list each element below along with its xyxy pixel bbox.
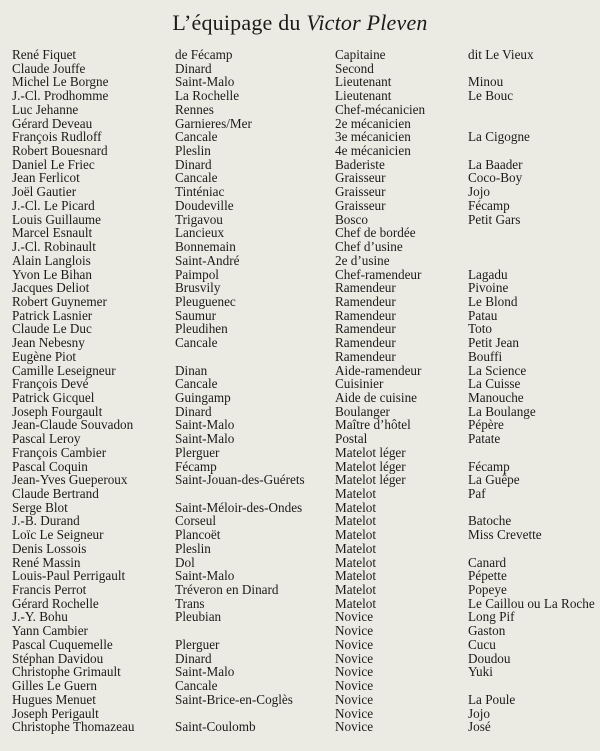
crew-name: Loïc Le Seigneur: [12, 527, 104, 543]
crew-name: Patrick Lasnier: [12, 307, 93, 323]
crew-hometown: Dinard: [175, 60, 212, 76]
crew-name: Eugène Piot: [12, 348, 77, 364]
crew-name: Daniel Le Friec: [12, 156, 95, 172]
crew-hometown: Cancale: [175, 129, 218, 145]
crew-role: Graisseur: [335, 184, 386, 200]
crew-row: [0, 391, 600, 405]
crew-role: Maître d’hôtel: [335, 417, 411, 433]
crew-role: Chef de bordée: [335, 225, 416, 241]
crew-row: [0, 130, 600, 144]
crew-nickname: Coco-Boy: [468, 170, 523, 186]
crew-hometown: Cancale: [175, 170, 218, 186]
crew-role: Chef-mécanicien: [335, 101, 426, 117]
crew-hometown: Pleuguenec: [175, 293, 236, 309]
crew-role: Matelot: [335, 568, 377, 584]
crew-name: Gérard Rochelle: [12, 595, 99, 611]
crew-role: Cuisinier: [335, 376, 384, 392]
crew-role: Matelot: [335, 513, 377, 529]
crew-hometown: Guingamp: [175, 389, 231, 405]
crew-hometown: Plerguer: [175, 636, 220, 652]
crew-hometown: Tinténiac: [175, 184, 225, 200]
crew-nickname: Fécamp: [468, 197, 510, 213]
crew-hometown: Saumur: [175, 307, 217, 323]
crew-name: Jean Ferlicot: [12, 170, 80, 186]
crew-nickname: La Cuisse: [468, 376, 521, 392]
crew-role: Ramendeur: [335, 348, 396, 364]
crew-hometown: Saint-Jouan-des-Guérets: [175, 472, 305, 488]
crew-role: Novice: [335, 609, 374, 625]
crew-name: Michel Le Borgne: [12, 74, 109, 90]
crew-row: [0, 487, 600, 501]
crew-role: Baderiste: [335, 156, 385, 172]
crew-hometown: La Rochelle: [175, 88, 240, 104]
crew-row: [0, 240, 600, 254]
crew-hometown: Saint-Malo: [175, 664, 235, 680]
crew-row: [0, 103, 600, 117]
crew-nickname: Pépère: [468, 417, 504, 433]
crew-name: J.-Cl. Le Picard: [12, 197, 95, 213]
crew-nickname: José: [468, 719, 491, 735]
crew-row: [0, 171, 600, 185]
crew-row: [0, 336, 600, 350]
crew-row: [0, 268, 600, 282]
crew-nickname: Pivoine: [468, 280, 509, 296]
crew-row: [0, 213, 600, 227]
crew-name: Francis Perrot: [12, 582, 87, 598]
crew-role: Novice: [335, 691, 374, 707]
crew-name: J.-B. Durand: [12, 513, 80, 529]
crew-nickname: Manouche: [468, 389, 524, 405]
crew-nickname: Yuki: [468, 664, 493, 680]
crew-hometown: Lancieux: [175, 225, 225, 241]
crew-row: [0, 679, 600, 693]
crew-row: [0, 514, 600, 528]
crew-role: Matelot léger: [335, 444, 406, 460]
crew-name: Pascal Coquin: [12, 458, 88, 474]
crew-nickname: Cucu: [468, 636, 496, 652]
crew-row: [0, 295, 600, 309]
crew-role: Ramendeur: [335, 280, 396, 296]
crew-name: Robert Bouesnard: [12, 143, 108, 159]
crew-nickname: Petit Gars: [468, 211, 521, 227]
crew-role: 4e mécanicien: [335, 143, 411, 159]
crew-hometown: Dinan: [175, 362, 208, 378]
crew-hometown: Paimpol: [175, 266, 219, 282]
crew-row: [0, 501, 600, 515]
crew-row: [0, 405, 600, 419]
ship-name: Victor Pleven: [306, 10, 428, 35]
crew-name: Alain Langlois: [12, 252, 91, 268]
crew-row: [0, 652, 600, 666]
crew-role: Boulanger: [335, 403, 390, 419]
crew-role: Novice: [335, 719, 374, 735]
crew-name: Denis Lossois: [12, 540, 87, 556]
crew-nickname: dit Le Vieux: [468, 47, 534, 62]
crew-row: [0, 144, 600, 158]
crew-hometown: Pleubian: [175, 609, 222, 625]
crew-row: [0, 62, 600, 76]
crew-name: René Fiquet: [12, 47, 77, 62]
crew-row: [0, 364, 600, 378]
crew-name: Gilles Le Guern: [12, 678, 97, 694]
crew-name: René Massin: [12, 554, 81, 570]
crew-row: [0, 89, 600, 103]
crew-role: Aide de cuisine: [335, 389, 418, 405]
crew-nickname: Bouffi: [468, 348, 503, 364]
crew-hometown: Saint-André: [175, 252, 240, 268]
crew-nickname: Le Blond: [468, 293, 518, 309]
crew-nickname: Fécamp: [468, 458, 510, 474]
crew-role: 3e mécanicien: [335, 129, 411, 145]
crew-name: Joseph Perigault: [12, 705, 99, 721]
crew-role: Matelot: [335, 554, 377, 570]
crew-nickname: Pépette: [468, 568, 507, 584]
crew-role: Lieutenant: [335, 88, 392, 104]
crew-hometown: Trigavou: [175, 211, 223, 227]
crew-role: Aide-ramendeur: [335, 362, 422, 378]
crew-row: [0, 460, 600, 474]
crew-role: 2e d’usine: [335, 252, 390, 268]
crew-nickname: Doudou: [468, 650, 511, 666]
crew-role: Novice: [335, 664, 374, 680]
crew-name: Yvon Le Bihan: [12, 266, 92, 282]
crew-name: J.-Cl. Prodhomme: [12, 88, 109, 104]
crew-nickname: La Poule: [468, 691, 516, 707]
crew-role: Ramendeur: [335, 307, 396, 323]
crew-row: [0, 199, 600, 213]
crew-role: Matelot: [335, 499, 377, 515]
crew-nickname: Le Caillou ou La Roche: [468, 595, 595, 611]
crew-name: Robert Guynemer: [12, 293, 107, 309]
crew-hometown: Pleslin: [175, 540, 211, 556]
crew-nickname: Gaston: [468, 623, 506, 639]
crew-hometown: de Fécamp: [175, 47, 233, 62]
crew-row: [0, 432, 600, 446]
crew-name: Hugues Menuet: [12, 691, 96, 707]
crew-name: Pascal Cuquemelle: [12, 636, 113, 652]
crew-row: [0, 610, 600, 624]
crew-row: [0, 350, 600, 364]
crew-nickname: La Boulange: [468, 403, 536, 419]
crew-nickname: La Science: [468, 362, 527, 378]
crew-row: [0, 542, 600, 556]
crew-nickname: Popeye: [468, 582, 507, 598]
crew-role: Ramendeur: [335, 321, 396, 337]
crew-name: Joël Gautier: [12, 184, 77, 200]
crew-row: [0, 446, 600, 460]
crew-row: [0, 418, 600, 432]
crew-row: [0, 377, 600, 391]
crew-hometown: Cancale: [175, 376, 218, 392]
crew-role: Matelot: [335, 527, 377, 543]
crew-hometown: Saint-Malo: [175, 417, 235, 433]
crew-row: [0, 707, 600, 721]
crew-name: Pascal Leroy: [12, 431, 81, 447]
crew-row: [0, 693, 600, 707]
crew-nickname: Minou: [468, 74, 504, 90]
crew-role: Graisseur: [335, 197, 386, 213]
crew-hometown: Saint-Malo: [175, 431, 235, 447]
crew-name: Stéphan Davidou: [12, 650, 104, 666]
crew-role: Capitaine: [335, 47, 386, 62]
crew-hometown: Doudeville: [175, 197, 234, 213]
crew-row: [0, 665, 600, 679]
crew-hometown: Saint-Malo: [175, 568, 235, 584]
crew-name: Serge Blot: [12, 499, 68, 515]
crew-name: Christophe Thomazeau: [12, 719, 135, 735]
crew-role: Novice: [335, 650, 374, 666]
crew-role: Novice: [335, 636, 374, 652]
crew-role: Novice: [335, 623, 374, 639]
crew-name: J.-Cl. Robinault: [12, 239, 96, 255]
crew-role: Matelot: [335, 540, 377, 556]
crew-list: [0, 48, 600, 734]
crew-hometown: Corseul: [175, 513, 217, 529]
crew-role: Ramendeur: [335, 293, 396, 309]
crew-hometown: Brusvily: [175, 280, 221, 296]
crew-role: Chef d’usine: [335, 239, 403, 255]
crew-row: [0, 473, 600, 487]
crew-hometown: Bonnemain: [175, 239, 236, 255]
crew-hometown: Saint-Méloir-des-Ondes: [175, 499, 303, 515]
crew-role: 2e mécanicien: [335, 115, 411, 131]
crew-hometown: Plancoët: [175, 527, 221, 543]
crew-role: Postal: [335, 431, 368, 447]
crew-hometown: Pleudihen: [175, 321, 228, 337]
crew-hometown: Saint-Coulomb: [175, 719, 256, 735]
crew-nickname: Canard: [468, 554, 507, 570]
crew-row: [0, 624, 600, 638]
crew-row: [0, 75, 600, 89]
crew-nickname: Patau: [468, 307, 498, 323]
crew-hometown: Dinard: [175, 650, 212, 666]
crew-row: [0, 117, 600, 131]
crew-hometown: Saint-Brice-en-Coglès: [175, 691, 293, 707]
crew-name: Jean-Yves Gueperoux: [12, 472, 128, 488]
crew-name: Claude Jouffe: [12, 60, 86, 76]
crew-nickname: La Baader: [468, 156, 523, 172]
crew-name: Camille Leseigneur: [12, 362, 116, 378]
crew-nickname: Toto: [468, 321, 492, 337]
crew-nickname: Patate: [468, 431, 501, 447]
crew-name: Jean-Claude Souvadon: [12, 417, 134, 433]
crew-role: Lieutenant: [335, 74, 392, 90]
crew-nickname: La Guêpe: [468, 472, 520, 488]
crew-hometown: Plerguer: [175, 444, 220, 460]
crew-role: Matelot léger: [335, 472, 406, 488]
crew-nickname: Jojo: [468, 184, 490, 200]
crew-row: [0, 556, 600, 570]
crew-name: Louis Guillaume: [12, 211, 102, 227]
crew-name: Jean Nebesny: [12, 335, 85, 351]
crew-row: [0, 528, 600, 542]
crew-hometown: Dol: [175, 554, 195, 570]
title-prefix: L’équipage du: [172, 10, 307, 35]
crew-name: J.-Y. Bohu: [12, 609, 68, 625]
crew-row: [0, 254, 600, 268]
crew-hometown: Tréveron en Dinard: [175, 582, 279, 598]
crew-name: Jacques Deliot: [12, 280, 90, 296]
crew-hometown: Fécamp: [175, 458, 217, 474]
crew-hometown: Rennes: [175, 101, 214, 117]
crew-nickname: Batoche: [468, 513, 512, 529]
crew-hometown: Cancale: [175, 678, 218, 694]
crew-row: [0, 597, 600, 611]
crew-nickname: Long Pif: [468, 609, 515, 625]
crew-role: Second: [335, 60, 374, 76]
crew-nickname: Lagadu: [468, 266, 508, 282]
crew-row: [0, 720, 600, 734]
crew-row: [0, 226, 600, 240]
crew-role: Matelot: [335, 582, 377, 598]
crew-role: Bosco: [335, 211, 368, 227]
crew-name: Yann Cambier: [12, 623, 88, 639]
crew-row: [0, 583, 600, 597]
crew-row: [0, 638, 600, 652]
crew-nickname: Jojo: [468, 705, 490, 721]
crew-name: Patrick Gicquel: [12, 389, 95, 405]
page-title: [0, 10, 600, 36]
crew-row: [0, 48, 600, 62]
crew-role: Graisseur: [335, 170, 386, 186]
crew-role: Matelot: [335, 486, 377, 501]
crew-role: Novice: [335, 705, 374, 721]
crew-hometown: Saint-Malo: [175, 74, 235, 90]
crew-hometown: Pleslin: [175, 143, 211, 159]
crew-hometown: Dinard: [175, 403, 212, 419]
crew-nickname: La Cigogne: [468, 129, 530, 145]
crew-nickname: Miss Crevette: [468, 527, 542, 543]
crew-role: Matelot: [335, 595, 377, 611]
crew-role: Novice: [335, 678, 374, 694]
crew-hometown: Dinard: [175, 156, 212, 172]
crew-row: [0, 322, 600, 336]
crew-nickname: Le Bouc: [468, 88, 514, 104]
crew-name: Gérard Deveau: [12, 115, 93, 131]
crew-name: Christophe Grimault: [12, 664, 121, 680]
crew-hometown: Trans: [175, 595, 205, 611]
crew-role: Chef-ramendeur: [335, 266, 422, 282]
crew-nickname: Paf: [468, 486, 486, 501]
crew-row: [0, 185, 600, 199]
crew-name: Claude Bertrand: [12, 486, 99, 501]
crew-role: Ramendeur: [335, 335, 396, 351]
crew-hometown: Cancale: [175, 335, 218, 351]
crew-name: Marcel Esnault: [12, 225, 93, 241]
crew-name: Louis-Paul Perrigault: [12, 568, 126, 584]
crew-name: François Cambier: [12, 444, 107, 460]
crew-hometown: Garnieres/Mer: [175, 115, 252, 131]
crew-nickname: Petit Jean: [468, 335, 519, 351]
crew-row: [0, 309, 600, 323]
crew-name: François Rudloff: [12, 129, 102, 145]
crew-row: [0, 569, 600, 583]
crew-role: Matelot léger: [335, 458, 406, 474]
crew-row: [0, 158, 600, 172]
crew-row: [0, 281, 600, 295]
crew-name: Claude Le Duc: [12, 321, 92, 337]
crew-name: Joseph Fourgault: [12, 403, 103, 419]
crew-name: Luc Jehanne: [12, 101, 79, 117]
crew-name: François Devé: [12, 376, 89, 392]
